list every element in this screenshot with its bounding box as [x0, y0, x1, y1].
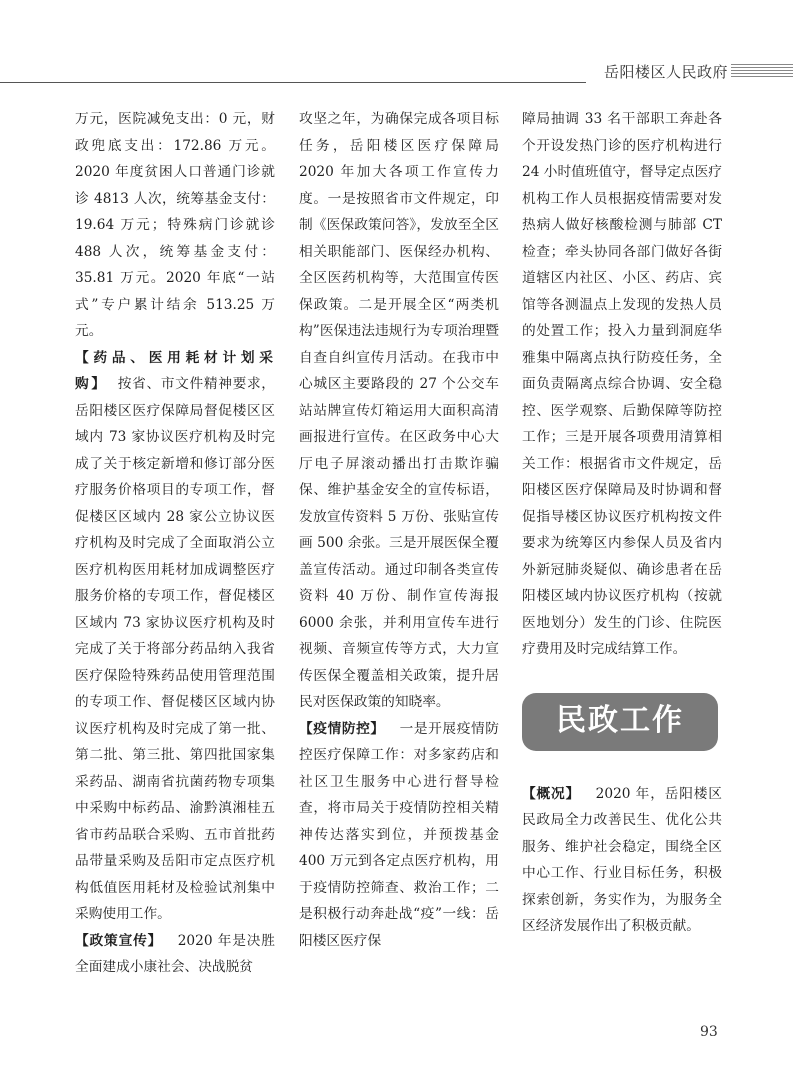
paragraph: [299, 716, 499, 955]
page-number: 93: [700, 1024, 718, 1040]
header-title: 岳阳楼区人民政府: [604, 63, 729, 81]
section-heading: 【药品、医用耗材计划采购】: [75, 349, 275, 392]
paragraph: [75, 345, 275, 928]
column-3: [522, 106, 722, 940]
paragraph-text: 2020 年，岳阳楼区民政局全力改善民生、优化公共服务、维护社会稳定，围绕全区中心工作、行业目标任务，积极探索创新，务实作为，为服务全区经济发展作出了积极贡献。: [522, 785, 722, 934]
section-heading: 【疫情防控】: [299, 720, 385, 737]
page-header: [0, 58, 793, 84]
paragraph: 攻坚之年，为确保完成各项目标任务，岳阳楼区医疗保障局 2020 年加大各项工作宣传力度。一是按照省市文件规定，印制《医保政策问答》，发放至全区相关职能部门、医保经办机构、全区医药机构等，大范围宣传医保政策。二是开展全区“两类机构”医保违法违规行为专项治理暨自查自纠宣传月活动。在我市中心城区主要路段的 27 个公交车站站牌宣传灯箱运用大面积高清画报进行宣传。在区政务中心大厅电子屏滚动播出打击欺诈骗保、维护基金安全的宣传标语，发放宣传资料 5 万份、张贴宣传画 500 余张。三是开展医保全覆盖宣传活动。通过印制各类宣传资料 40 万份、制作宣传海报 6000 余张，并利用宣传车进行视频、音频宣传等方式，大力宣传医保全覆盖相关政策，提升居民对医保政策的知晓率。: [299, 111, 499, 710]
paragraph: 障局抽调 33 名干部职工奔赴各个开设发热门诊的医疗机构进行 24 小时值班值守，督导定点医疗机构工作人员根据疫情需要对发热病人做好核酸检测与肺部 CT 检查；牵头协同各部门做好各街道辖区内社区、小区、药店、宾馆等各测温点上发现的发热人员的处置工作；投入力量到洞庭华雅集中隔离点执行防疫任务，全面负责隔离点综合协调、安全稳控、医学观察、后勤保障等防控工作；三是开展各项费用清算相关工作：根据省市文件规定，岳阳楼区医疗保障局及时协调和督促指导楼区协议医疗机构按文件要求为统筹区内参保人员及省内外新冠肺炎疑似、确诊患者在岳阳楼区域内协议医疗机构（按就医地划分）发生的门诊、住院医疗费用及时完成结算工作。: [522, 111, 722, 657]
paragraph: [522, 781, 722, 940]
column-2: [299, 106, 499, 954]
paragraph: [75, 928, 275, 981]
section-heading: 【概况】: [522, 785, 581, 802]
section-title-box: [522, 693, 718, 751]
section-title: 民政工作: [556, 703, 684, 739]
header-decoration: [731, 64, 793, 78]
section-heading: 【政策宣传】: [75, 932, 163, 949]
paragraph: 万元，医院减免支出：0 元，财政兜底支出：172.86 万元。2020 年度贫困人口普通门诊就诊 4813 人次，统筹基金支付：19.64 万元；特殊病门诊就诊 488 人次，统筹基金支付：35.81 万元。2020 年底“一站式”专户累计结余 513.25 万元。: [75, 111, 275, 339]
paragraph-text: 2020 年是决胜全面建成小康社会、决战脱贫: [75, 932, 275, 975]
paragraph-text: 按省、市文件精神要求，岳阳楼区医疗保障局督促楼区区域内 73 家协议医疗机构及时完成了关于核定新增和修订部分医疗服务价格项目的专项工作，督促楼区区域内 28 家公立协议医疗机构及时完成了全面取消公立医疗机构医用耗材加成调整医疗服务价格的专项工作，督促楼区区域内 73 家协议医疗机构及时完成了关于将部分药品纳入我省医疗保险特殊药品使用管理范围的专项工作、督促楼区区域内协议医疗机构及时完成了第一批、第二批、第三批、第四批国家集采药品、湖南省抗菌药物专项集中采购中标药品、渝黔滇湘桂五省市药品联合采购、五市首批药品带量采购及岳阳市定点医疗机构低值医用耗材及检验试剂集中采购使用工作。: [75, 376, 275, 922]
paragraph-text: 一是开展疫情防控医疗保障工作：对多家药店和社区卫生服务中心进行督导检查，将市局关于疫情防控相关精神传达落实到位，并预拨基金 400 万元到各定点医疗机构，用于疫情防控筛查、救治工作；二是积极行动奔赴战“疫”一线：岳阳楼区医疗保: [299, 720, 499, 949]
header-rule: [0, 82, 586, 83]
column-1: [75, 106, 275, 981]
